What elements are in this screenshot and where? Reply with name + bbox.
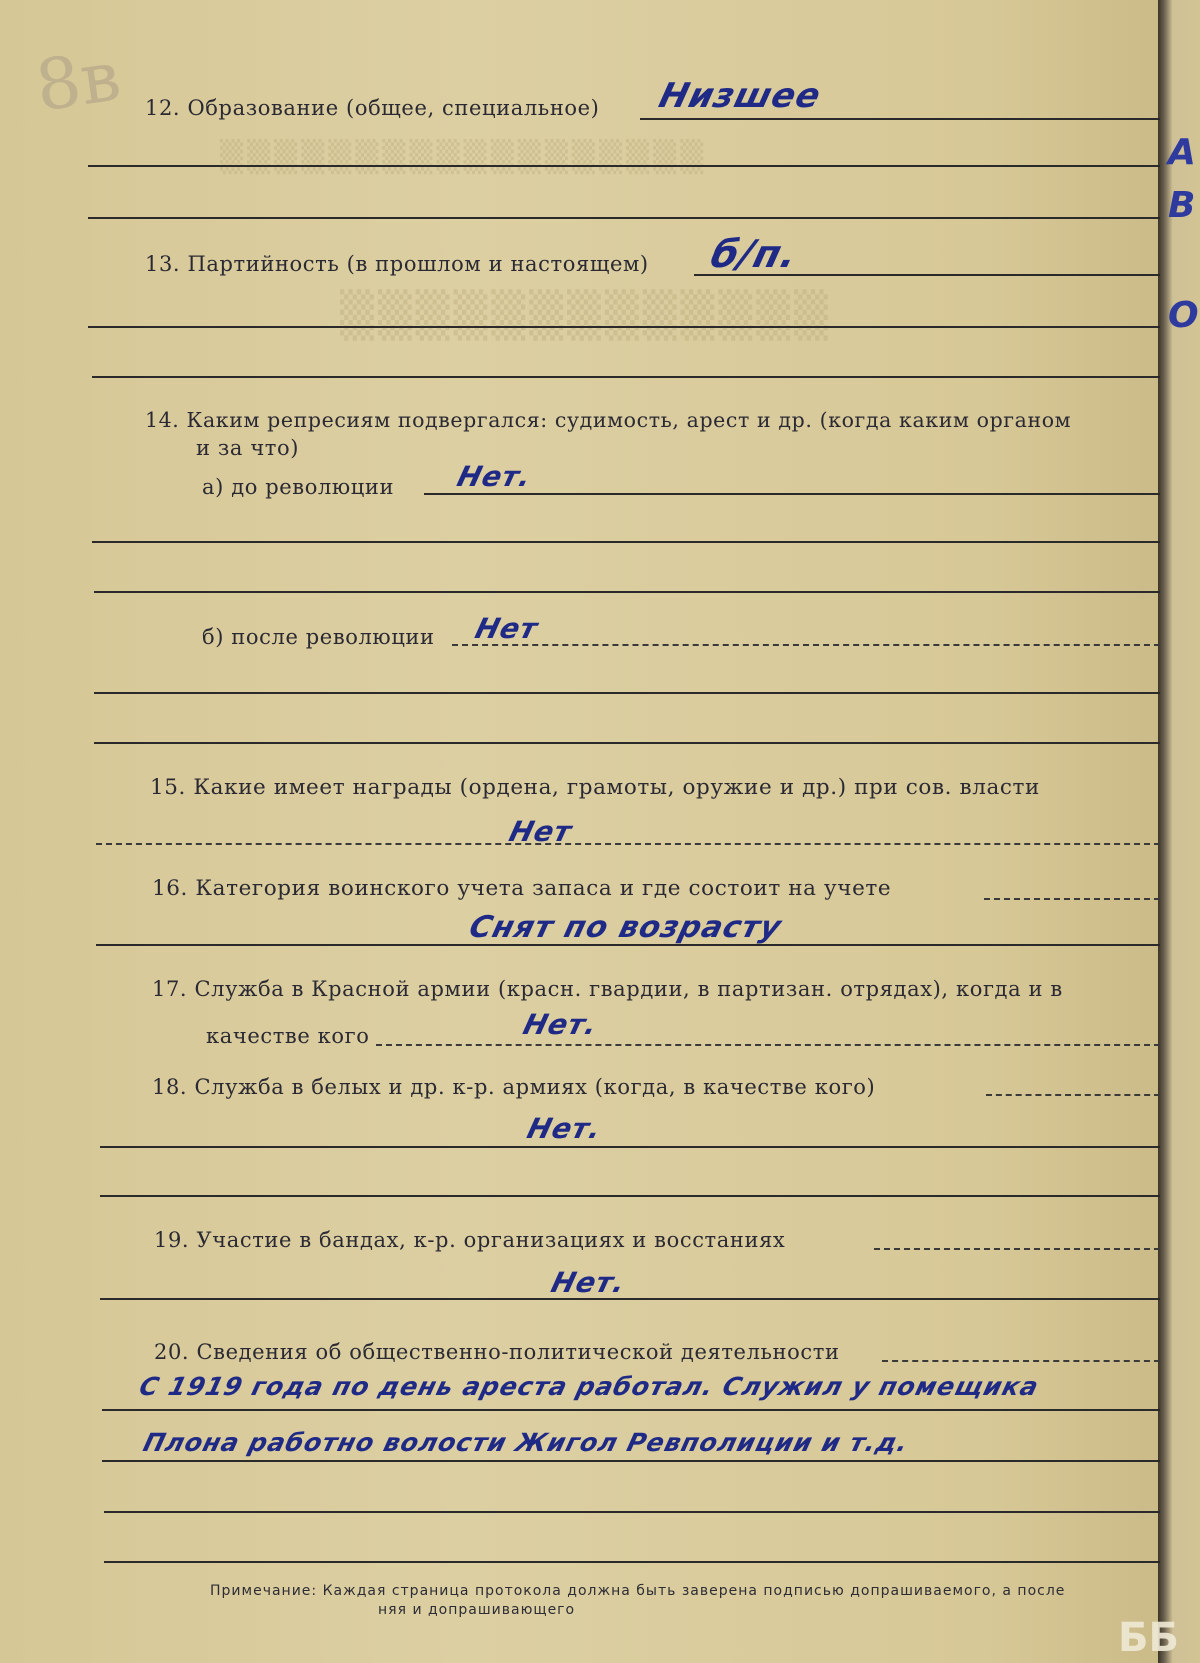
q14-label: 14. Каким репресиям подвергался: судимость, арест и др. (когда каким органом	[145, 408, 1072, 432]
q14a-label: а) до революции	[202, 475, 395, 499]
answer-line	[452, 644, 1160, 646]
answer-line	[640, 118, 1160, 120]
answer-line	[88, 326, 1160, 328]
binding-edge	[1158, 0, 1200, 1663]
q14b-answer: Нет	[471, 612, 542, 645]
answer-line	[104, 1511, 1160, 1513]
q16-answer: Снят по возрасту	[465, 910, 786, 945]
watermark: ББ	[1118, 1615, 1179, 1661]
answer-line	[100, 1298, 1160, 1300]
answer-line	[96, 843, 1160, 845]
answer-line	[874, 1248, 1160, 1250]
answer-line	[986, 1094, 1160, 1096]
footnote-line2: няя и допрашивающего	[378, 1602, 576, 1618]
q14-label-cont: и за что)	[196, 436, 300, 460]
q15-label: 15. Какие имеет награды (ордена, грамоты, оружие и др.) при сов. власти	[150, 775, 1040, 800]
q19-answer: Нет.	[547, 1266, 630, 1299]
q14a-answer: Нет.	[453, 460, 536, 493]
answer-line	[100, 1146, 1160, 1148]
q14b-label: б) после революции	[202, 625, 435, 649]
answer-line	[694, 274, 1160, 276]
answer-line	[100, 1195, 1160, 1197]
q20-label: 20. Сведения об общественно-политической деятельности	[154, 1340, 840, 1364]
q19-label: 19. Участие в бандах, к-р. организациях и восстаниях	[154, 1228, 786, 1252]
answer-line	[424, 493, 1160, 495]
answer-line	[376, 1044, 1160, 1046]
answer-line	[92, 376, 1160, 378]
answer-line	[94, 591, 1160, 593]
answer-line	[984, 898, 1160, 900]
bleed-through: ▒▒▒▒▒▒▒▒▒▒▒▒▒▒▒▒▒▒	[220, 140, 708, 175]
edge-letter-3: О	[1168, 295, 1199, 336]
q18-label: 18. Служба в белых и др. к-р. армиях (когда, в качестве кого)	[152, 1075, 876, 1099]
answer-line	[96, 944, 1160, 946]
edge-letter-1: А	[1168, 132, 1196, 173]
edge-letter-2: В	[1168, 185, 1196, 226]
answer-line	[102, 1409, 1160, 1411]
q17-label-cont: качестве кого	[206, 1024, 370, 1048]
q17-answer: Нет.	[519, 1008, 602, 1041]
answer-line	[88, 165, 1160, 167]
answer-line	[104, 1561, 1160, 1563]
q20-answer-line1: С 1919 года по день ареста работал. Служил у помещика	[136, 1372, 1043, 1401]
answer-line	[94, 692, 1160, 694]
q18-answer: Нет.	[523, 1112, 606, 1145]
bleed-through: ▒▒▒▒▒▒▒▒▒▒▒▒▒	[340, 290, 832, 341]
q12-label: 12. Образование (общее, специальное)	[145, 96, 600, 120]
answer-line	[94, 742, 1160, 744]
q13-label: 13. Партийность (в прошлом и настоящем)	[145, 252, 649, 276]
margin-note: 8в	[30, 34, 126, 128]
q12-answer: Низшее	[655, 76, 826, 116]
q15-answer: Нет	[505, 815, 576, 848]
answer-line	[92, 541, 1160, 543]
footnote-line1: Примечание: Каждая страница протокола должна быть заверена подписью допрашиваемого, а после	[210, 1583, 1066, 1599]
answer-line	[102, 1460, 1160, 1462]
q17-label: 17. Служба в Красной армии (красн. гвардии, в партизан. отрядах), когда и в	[152, 977, 1063, 1001]
answer-line	[882, 1360, 1160, 1362]
q16-label: 16. Категория воинского учета запаса и где состоит на учете	[152, 876, 892, 901]
q13-answer: б/п.	[706, 232, 803, 276]
q20-answer-line2: Плона работно волости Жигол Ревполиции и т.д.	[140, 1428, 912, 1457]
answer-line	[88, 217, 1160, 219]
